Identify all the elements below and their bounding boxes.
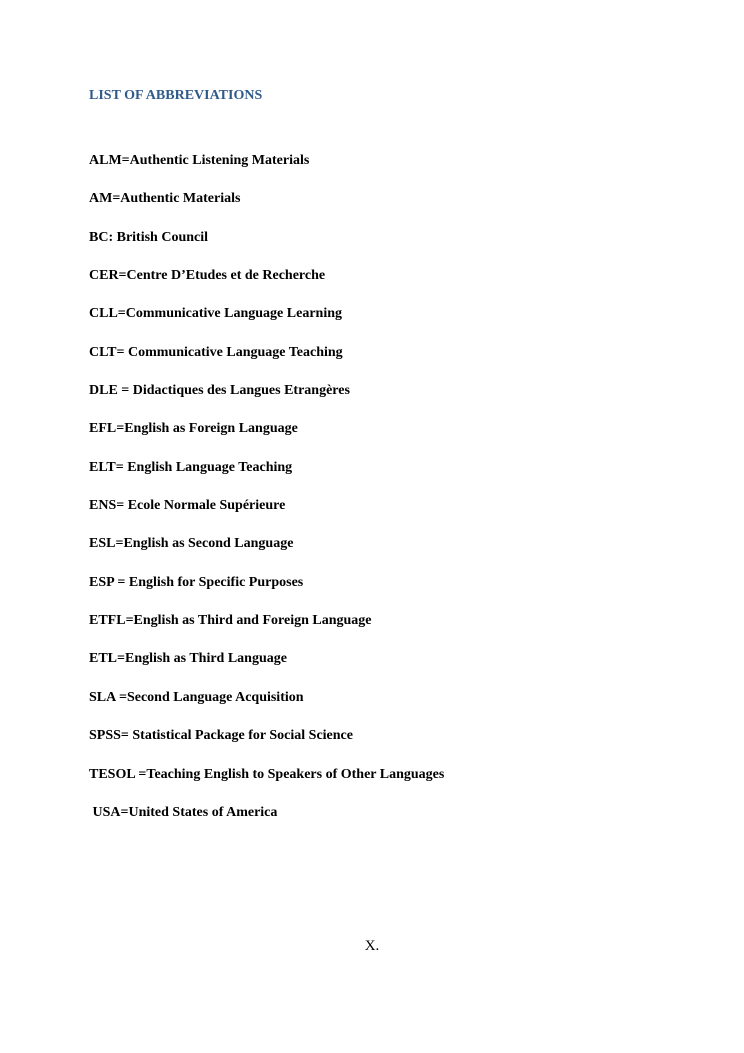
abbreviation-list (89, 152, 444, 842)
abbreviation-item: ELT= English Language Teaching (89, 459, 293, 475)
abbreviation-item: CER=Centre D’Etudes et de Recherche (89, 268, 326, 284)
abbreviation-item: CLT= Communicative Language Teaching (89, 344, 343, 360)
abbreviation-item: CLL=Communicative Language Learning (89, 306, 342, 322)
abbreviation-item: ETL=English as Third Language (89, 651, 287, 667)
abbreviation-item: ESL=English as Second Language (89, 536, 294, 552)
page-title: LIST OF ABBREVIATIONS (89, 88, 263, 103)
abbreviation-item: ALM=Authentic Listening Materials (89, 153, 310, 168)
abbreviation-item: EFL=English as Foreign Language (89, 421, 298, 437)
abbreviation-item: ENS= Ecole Normale Supérieure (89, 498, 286, 514)
abbreviation-item: ETFL=English as Third and Foreign Language (89, 613, 372, 629)
page-number: X. (364, 938, 380, 954)
abbreviation-item: DLE = Didactiques des Langues Etrangères (89, 383, 350, 399)
abbreviation-item: SLA =Second Language Acquisition (89, 689, 304, 705)
abbreviation-item: ESP = English for Specific Purposes (89, 574, 304, 590)
abbreviation-item: SPSS= Statistical Package for Social Science (89, 728, 353, 744)
abbreviation-item: TESOL =Teaching English to Speakers of Other Languages (89, 766, 445, 782)
abbreviation-item: AM=Authentic Materials (89, 191, 241, 207)
abbreviation-item: USA=United States of America (89, 804, 278, 820)
abbreviation-item: BC: British Council (89, 229, 209, 245)
